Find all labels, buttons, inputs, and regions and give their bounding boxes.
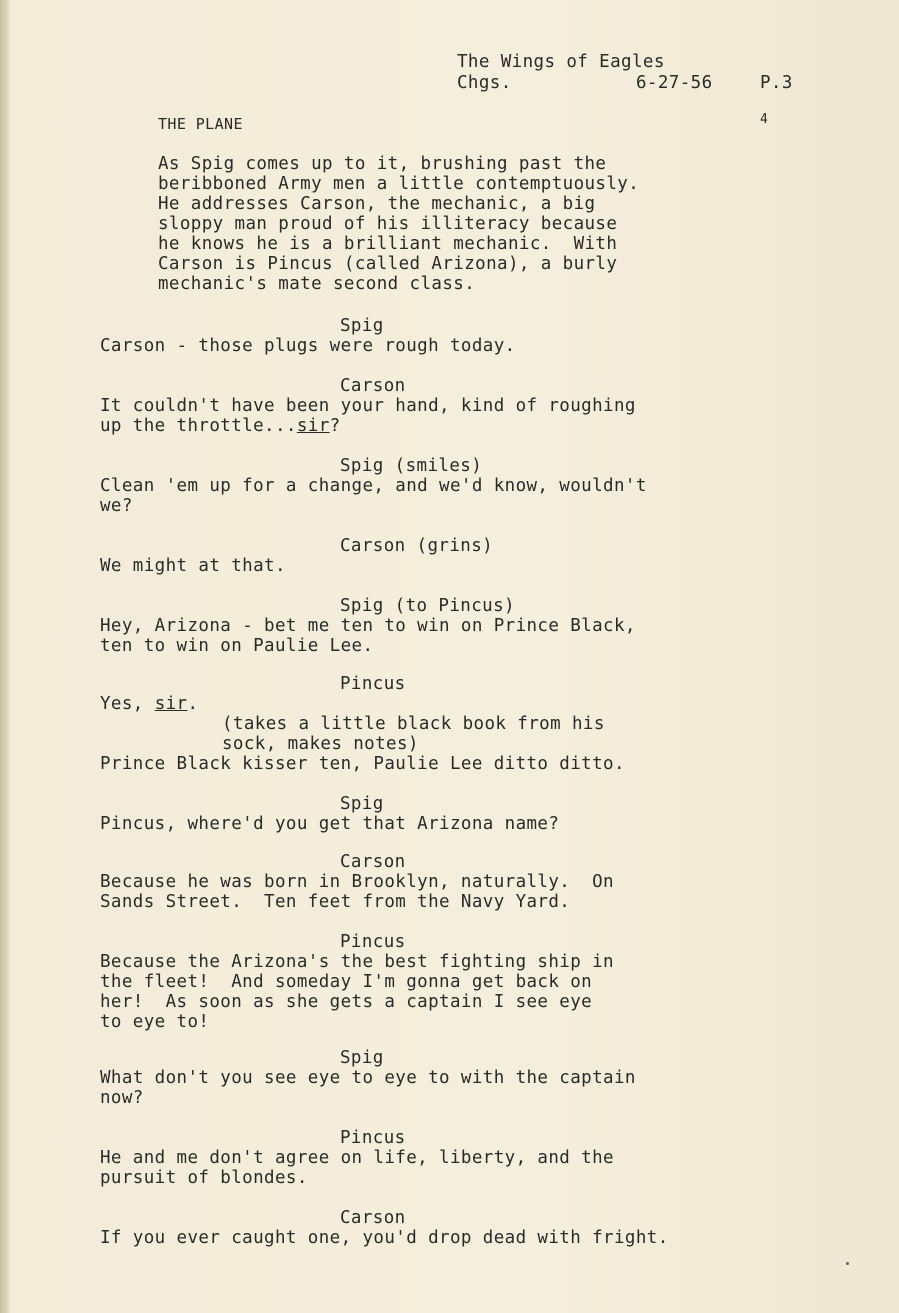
dialogue-line: pursuit of blondes. <box>100 1168 308 1188</box>
dialogue-line: Prince Black kisser ten, Paulie Lee ditto ditto. <box>100 754 625 774</box>
dialogue-line: her! As soon as she gets a captain I see eye <box>100 992 593 1012</box>
action-line: beribboned Army men a little contemptuously. <box>158 174 640 194</box>
dialogue-block <box>100 1208 669 1248</box>
dialogue-line: to eye to! <box>100 1012 210 1032</box>
dialogue-text: Yes, <box>100 694 155 714</box>
action-line: mechanic's mate second class. <box>158 274 476 294</box>
character-name: Carson <box>340 1208 406 1228</box>
dialogue-line <box>100 694 625 714</box>
character-name: Carson (grins) <box>340 536 494 556</box>
dialogue-line: Because the Arizona's the best fighting ship in <box>100 952 614 972</box>
character-name: Carson <box>340 852 406 872</box>
dialogue-block <box>100 376 636 436</box>
dialogue-text: up the throttle... <box>100 416 297 436</box>
dialogue-block <box>100 316 516 356</box>
dialogue-line: ten to win on Paulie Lee. <box>100 636 374 656</box>
character-name: Spig <box>340 316 384 336</box>
character-name: Spig <box>340 1048 384 1068</box>
handwritten-page-mark: 4 <box>760 112 769 127</box>
header-changes: Chgs. <box>457 73 512 93</box>
header-date: 6-27-56 <box>636 73 713 93</box>
action-line: Carson is Pincus (called Arizona), a burly <box>158 254 618 274</box>
action-line: He addresses Carson, the mechanic, a big <box>158 194 596 214</box>
dialogue-line <box>100 416 636 436</box>
character-name: Spig <box>340 794 384 814</box>
underlined-word: sir <box>296 416 330 436</box>
dialogue-block <box>100 456 647 516</box>
character-name: Carson <box>340 376 406 396</box>
character-name: Pincus <box>340 674 406 694</box>
dialogue-line: Carson - those plugs were rough today. <box>100 336 516 356</box>
header-page-number: P.3 <box>760 73 793 93</box>
parenthetical: (takes a little black book from his <box>222 714 605 734</box>
parenthetical: sock, makes notes) <box>222 734 419 754</box>
dialogue-block <box>100 1128 614 1188</box>
character-name: Pincus <box>340 1128 406 1148</box>
dialogue-line: the fleet! And someday I'm gonna get back on <box>100 972 593 992</box>
dialogue-line: It couldn't have been your hand, kind of roughing <box>100 396 636 416</box>
header-title: The Wings of Eagles <box>457 52 665 72</box>
paper-speck <box>846 1262 849 1265</box>
dialogue-block <box>100 674 625 774</box>
character-name: Pincus <box>340 932 406 952</box>
action-description <box>158 154 639 294</box>
dialogue-line: We might at that. <box>100 556 286 576</box>
dialogue-line: Clean 'em up for a change, and we'd know, wouldn't <box>100 476 647 496</box>
scene-heading: THE PLANE <box>158 115 243 133</box>
dialogue-block <box>100 1048 636 1108</box>
dialogue-line: we? <box>100 496 133 516</box>
action-line: he knows he is a brilliant mechanic. With <box>158 234 618 254</box>
dialogue-line: Pincus, where'd you get that Arizona name? <box>100 814 560 834</box>
dialogue-block <box>100 852 614 912</box>
dialogue-line: Hey, Arizona - bet me ten to win on Prince Black, <box>100 616 636 636</box>
character-name: Spig (smiles) <box>340 456 483 476</box>
action-line: sloppy man proud of his illiteracy because <box>158 214 618 234</box>
dialogue-line: If you ever caught one, you'd drop dead with fright. <box>100 1228 669 1248</box>
dialogue-line: Sands Street. Ten feet from the Navy Yard. <box>100 892 571 912</box>
dialogue-text: ? <box>329 416 341 436</box>
dialogue-block <box>100 596 636 656</box>
dialogue-block <box>100 794 559 834</box>
dialogue-block <box>100 932 614 1032</box>
dialogue-line: He and me don't agree on life, liberty, and the <box>100 1148 614 1168</box>
dialogue-line: now? <box>100 1088 144 1108</box>
dialogue-block <box>100 536 493 576</box>
character-name: Spig (to Pincus) <box>340 596 515 616</box>
dialogue-line: What don't you see eye to eye to with the captain <box>100 1068 636 1088</box>
action-line: As Spig comes up to it, brushing past the <box>158 154 607 174</box>
page-edge <box>0 0 9 1313</box>
dialogue-line: Because he was born in Brooklyn, naturally. On <box>100 872 614 892</box>
dialogue-text: . <box>187 694 199 714</box>
underlined-word: sir <box>154 694 188 714</box>
